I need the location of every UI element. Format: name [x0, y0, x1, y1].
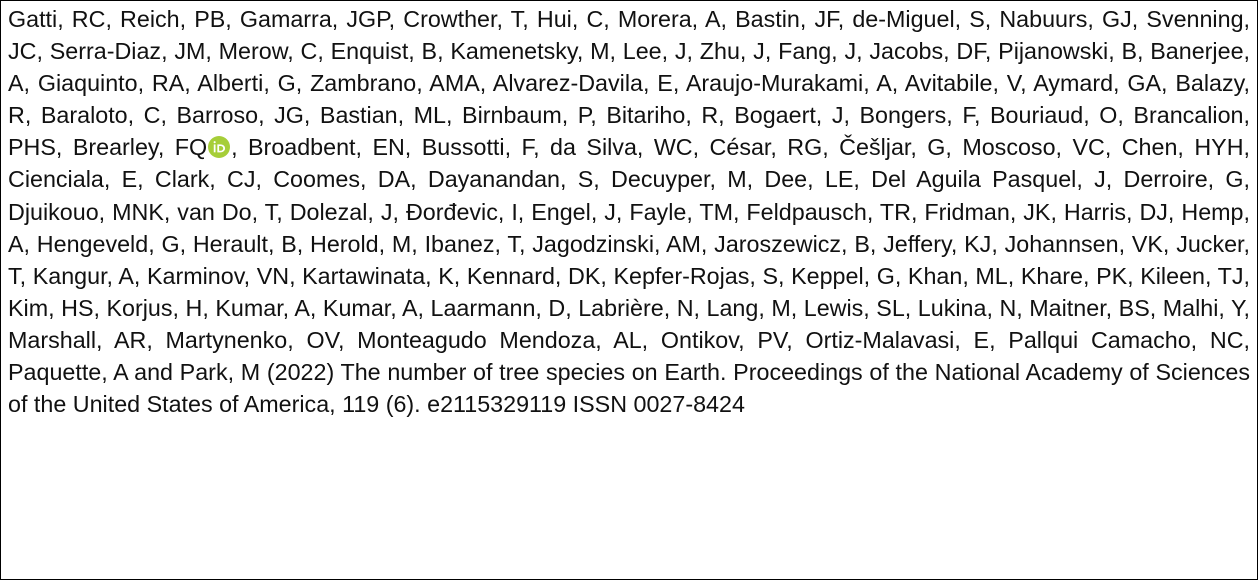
- citation-authors-part2: , Broadbent, EN, Bussotti, F, da Silva, WC, César, RG, Češljar, G, Moscoso, VC, Chen, HYH, Cienciala, E, Clark, CJ, Coomes, DA, Dayanandan, S, Decuyper, M, Dee, LE, Del Aguila Pasquel, J, Derroire, G, Djuikouo, MNK, van Do, T, Dolezal, J, Đorđevic, I, Engel, J, Fayle, TM, Feldpausch, TR, Fridman, JK, Harris, DJ, Hemp, A, Hengeveld, G, Herault, B, Herold, M, Ibanez, T, Jagodzinski, AM, Jaroszewicz, B, Jeffery, KJ, Johannsen, VK, Jucker, T, Kangur, A, Karminov, VN, Kartawinata, K, Kennard, DK, Kepfer-Rojas, S, Keppel, G, Khan, ML, Khare, PK, Kileen, TJ, Kim, HS, Korjus, H, Kumar, A, Kumar, A, Laarmann, D, Labrière, N, Lang, M, Lewis, SL, Lukina, N, Maitner, BS, Malhi, Y, Marshall, AR, Martynenko, OV, Monteagudo Mendoza, AL, Ontikov, PV, Ortiz-Malavasi, E, Pallqui Camacho, NC, Paquette, A and Park, M (2022) The number of tree species on Earth. Proceedings of the National Academy of Sciences of the United States of America, 119 (6). e2115329119 ISSN 0027-8424: [8, 134, 1250, 418]
- citation-text: [8, 3, 1250, 420]
- citation-authors-part1: Gatti, RC, Reich, PB, Gamarra, JGP, Crowther, T, Hui, C, Morera, A, Bastin, JF, de-Miguel, S, Nabuurs, GJ, Svenning, JC, Serra-Diaz, JM, Merow, C, Enquist, B, Kamenetsky, M, Lee, J, Zhu, J, Fang, J, Jacobs, DF, Pijanowski, B, Banerjee, A, Giaquinto, RA, Alberti, G, Zambrano, AMA, Alvarez-Davila, E, Araujo-Murakami, A, Avitabile, V, Aymard, GA, Balazy, R, Baraloto, C, Barroso, JG, Bastian, ML, Birnbaum, P, Bitariho, R, Bogaert, J, Bongers, F, Bouriaud, O, Brancalion, PHS, Brearley, FQ: [8, 6, 1250, 161]
- orcid-icon[interactable]: [208, 136, 230, 158]
